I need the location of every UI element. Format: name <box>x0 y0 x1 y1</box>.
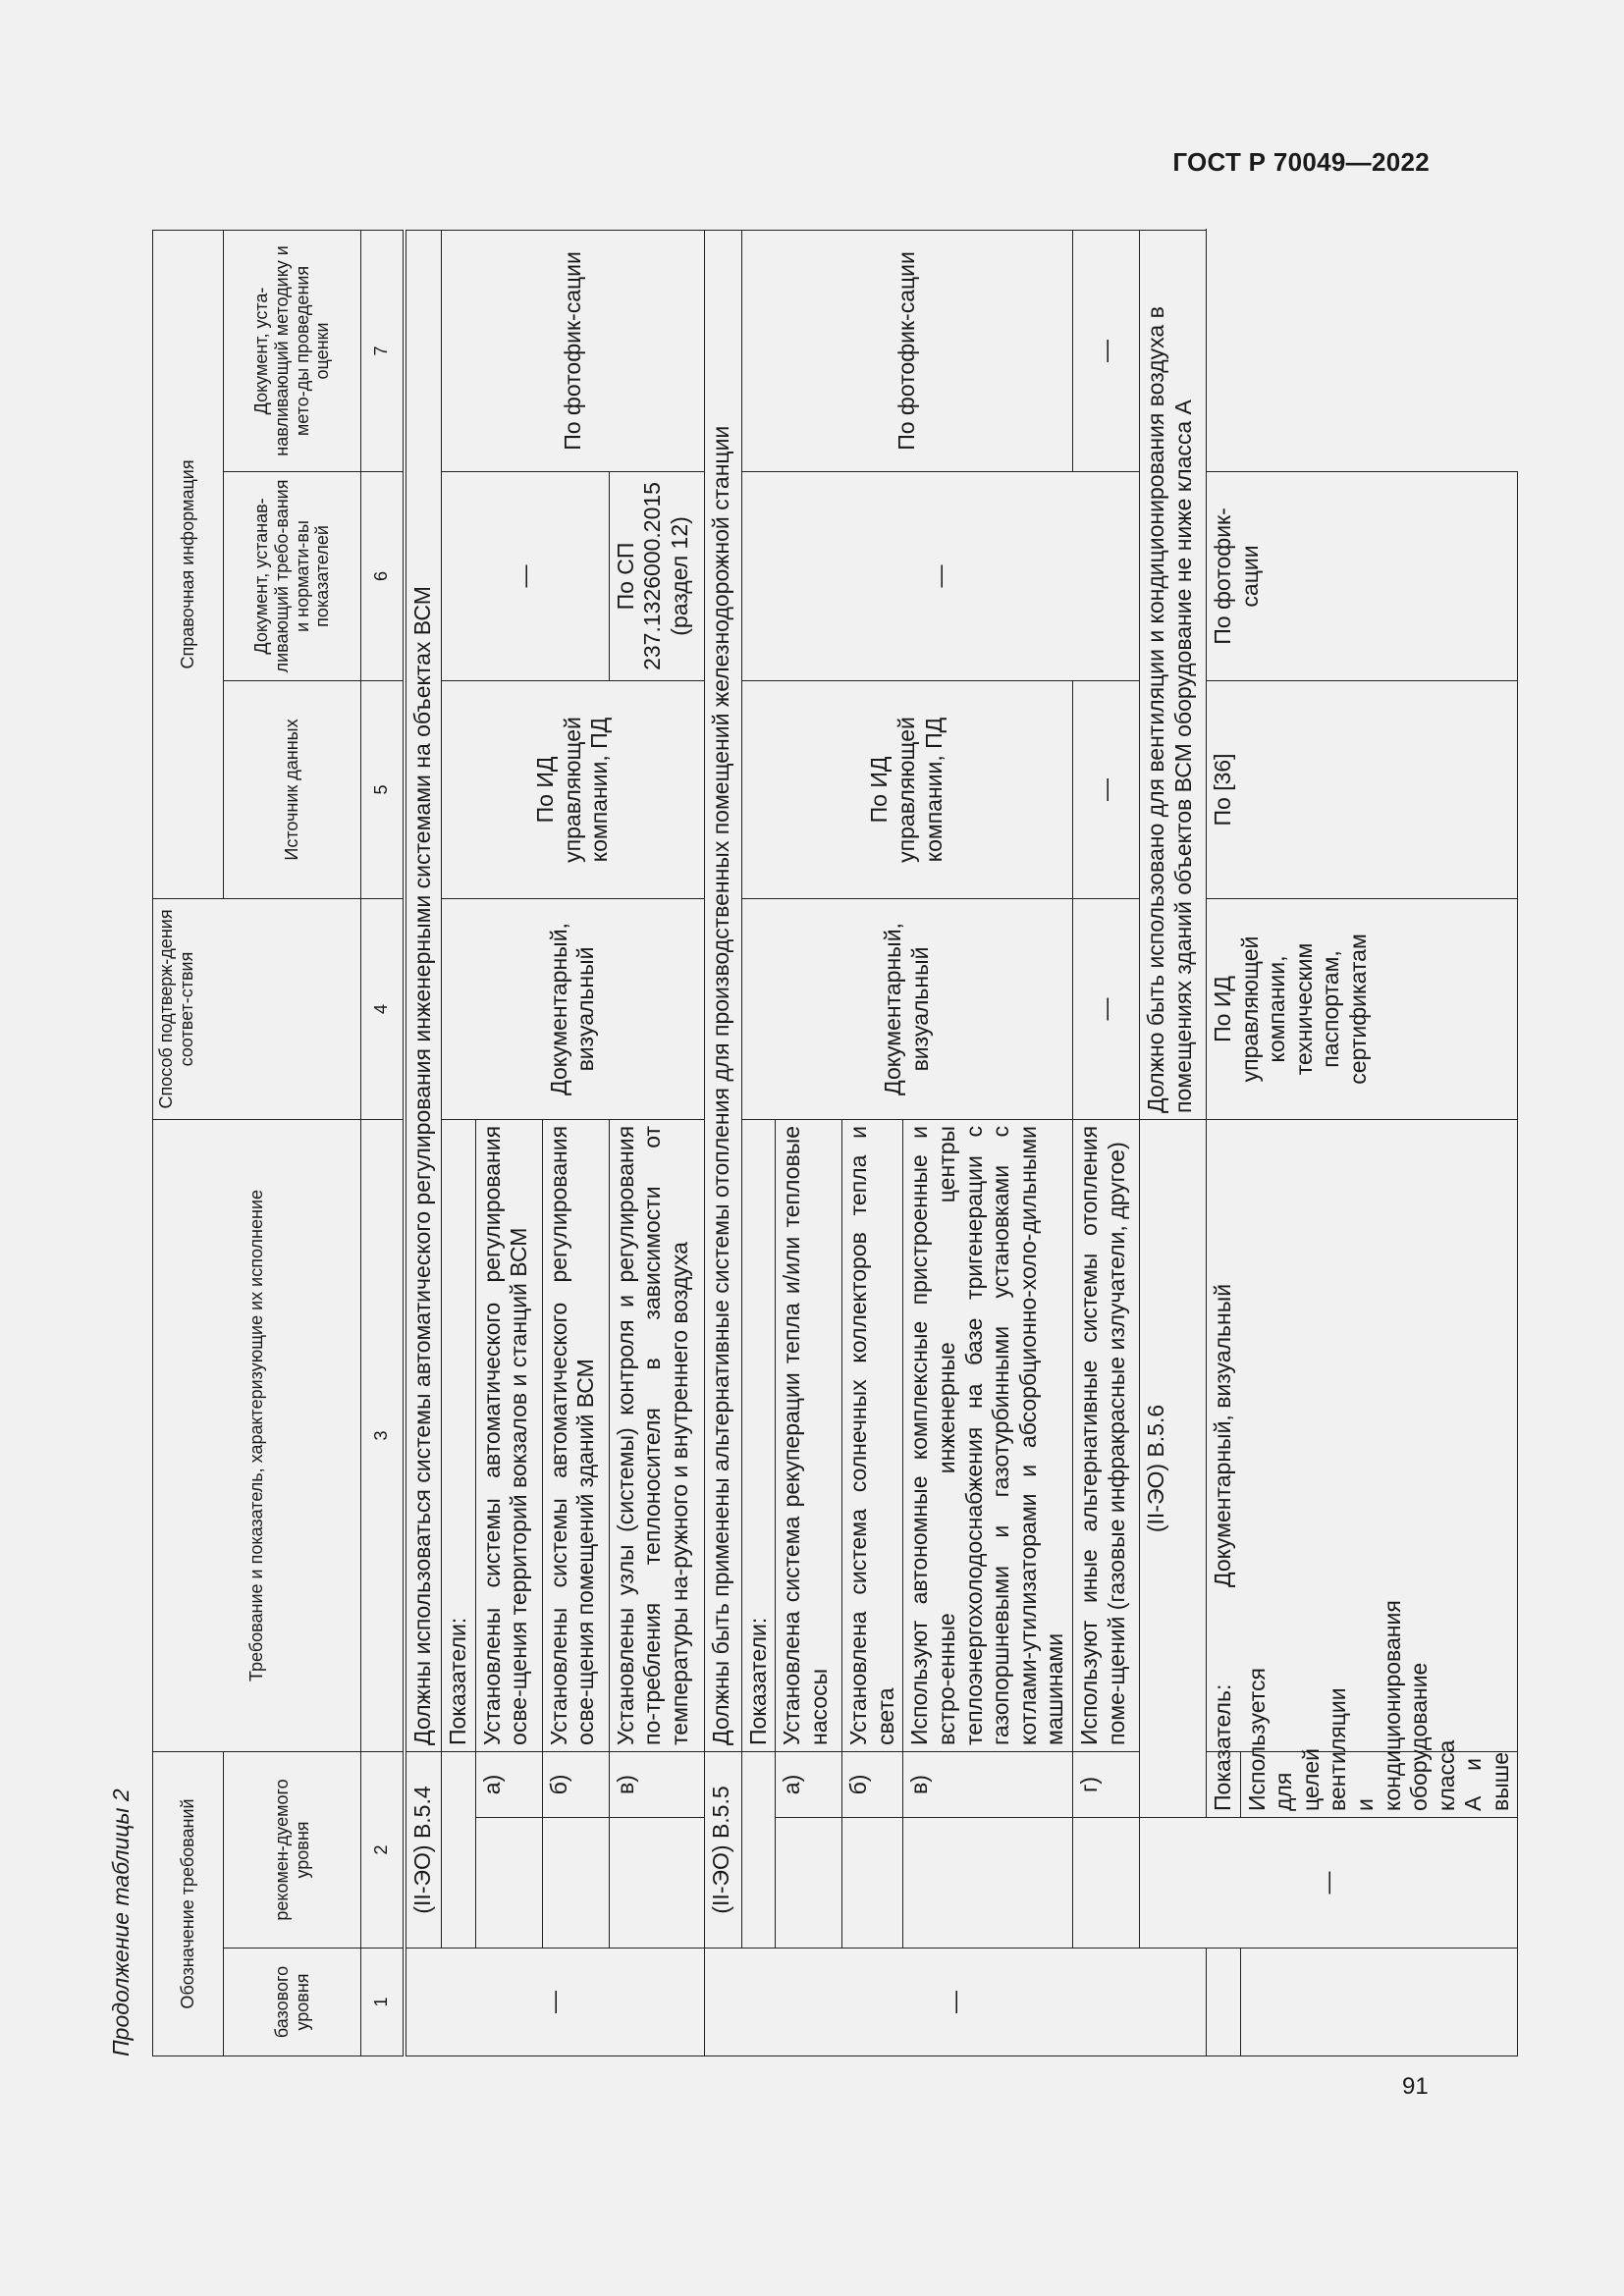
doc-requirements: По СП 237.1326000.2015 (раздел 12) <box>609 471 704 680</box>
indicators-label-row <box>1206 230 1240 2056</box>
data-source: По ИД управляющей компании, ПД <box>442 680 705 898</box>
header-recommended-level: рекомен-дуемого уровня <box>224 1751 361 1948</box>
section-title-row <box>405 230 442 2056</box>
indicator-row <box>609 230 704 2056</box>
indicator-letter: б) <box>842 1751 903 1817</box>
doc-requirements: — <box>442 471 610 680</box>
doc-requirements: — <box>741 471 1139 680</box>
col-number: 5 <box>361 680 405 898</box>
indicator-letter: в) <box>609 1751 704 1817</box>
indicator-letter: б) <box>542 1751 609 1817</box>
document-code: ГОСТ Р 70049—2022 <box>1172 147 1430 177</box>
header-source: Источник данных <box>224 680 361 898</box>
indicators-label: Показатели: <box>442 1119 476 1751</box>
doc-method: По фотофик-сации <box>1206 471 1518 680</box>
conformity-method: Документарный, визуальный <box>1206 1119 1518 1751</box>
indicator-text: Используется для целей вентиляции и кондиционирования оборудование класса А и выше <box>1240 1751 1518 1817</box>
indicator-text: Установлена система солнечных коллекторов тепла и света <box>842 1119 903 1751</box>
col-number: 6 <box>361 471 405 680</box>
col-number: 7 <box>361 230 405 471</box>
indicators-label-row <box>442 230 476 2056</box>
data-source: — <box>1072 680 1139 898</box>
base-level-cell: — <box>405 1949 705 2056</box>
indicator-text: Установлены узлы (системы) контроля и регулирования по-требления теплоносителя в зависимости от температуры на-ружного и внутреннего воздуха <box>609 1119 704 1751</box>
section-title: Должны быть применены альтернативные системы отопления для производственных помещений железнодорожной станции <box>704 230 741 1751</box>
header-doc-method: Документ, уста-навливающий методику и мето-ды проведения оценки <box>224 230 361 471</box>
requirements-table <box>152 230 1518 2056</box>
indicators-label: Показатель: <box>1206 1751 1240 1817</box>
doc-method: — <box>1072 230 1139 471</box>
section-title: Должно быть использовано для вентиляции и кондиционирования воздуха в помещениях зданий объектов ВСМ оборудование не ниже класса А <box>1139 230 1206 1119</box>
requirement-code: (II-ЭО) В.5.4 <box>405 1751 442 1948</box>
header-conformity: Способ подтверж-дения соответ-ствия <box>153 898 361 1119</box>
column-numbers-row <box>361 230 405 2056</box>
indicator-text: Установлена система рекуперации тепла и/или тепловые насосы <box>776 1119 842 1751</box>
indicator-text: Используют автономные комплексные пристроенные и встро-енные инженерные центры теплоэнергохолодоснабжения на базе тригенерации с газопоршневыми и газотурбинными установками с котлами-утилизаторами и абсорбционно-холо-дильными машинами <box>903 1119 1073 1751</box>
indicators-label-row <box>741 230 776 2056</box>
col-number: 4 <box>361 898 405 1119</box>
header-doc-requirements: Документ, устанав-ливающий требо-вания и нормати-вы показателей <box>224 471 361 680</box>
header-designation: Обозначение требований <box>153 1751 224 2056</box>
col-number: 2 <box>361 1751 405 1948</box>
indicator-text: Используют иные альтернативные системы отопления поме-щений (газовые инфракрасные излучатели, другое) <box>1072 1119 1139 1751</box>
header-row-1 <box>153 230 224 2056</box>
base-level-cell: — <box>1139 1818 1518 1949</box>
col-number: 1 <box>361 1949 405 2056</box>
data-source: По ИД управляющей компании, ПД <box>741 680 1072 898</box>
doc-method: По фотофик-сации <box>442 230 705 471</box>
indicators-label: Показатели: <box>741 1119 776 1751</box>
conformity-method: — <box>1072 898 1139 1119</box>
conformity-method: Документарный, визуальный <box>741 898 1072 1119</box>
data-source: По ИД управляющей компании, техническим паспортам, сертификатам <box>1206 898 1518 1119</box>
section-title-row <box>704 230 741 2056</box>
col-number: 3 <box>361 1119 405 1751</box>
header-reference: Справочная информация <box>153 230 224 898</box>
rotated-page-content <box>108 211 1513 2056</box>
section-title: Должны использоваться системы автоматического регулирования инженерными системами на объектах ВСМ <box>405 230 442 1751</box>
conformity-method: Документарный, визуальный <box>442 898 705 1119</box>
page-number: 91 <box>1402 2073 1429 2100</box>
base-level-cell: — <box>704 1949 1206 2056</box>
header-requirement: Требование и показатель, характеризующие их исполнение <box>153 1119 361 1751</box>
header-base-level: базового уровня <box>224 1949 361 2056</box>
requirement-code: (II-ЭО) В.5.6 <box>1139 1119 1206 1817</box>
indicator-text: Установлены системы автоматического регулирования осве-щения помещений зданий ВСМ <box>542 1119 609 1751</box>
requirement-code: (II-ЭО) В.5.5 <box>704 1751 741 1948</box>
indicator-letter: а) <box>776 1751 842 1817</box>
doc-method: По фотофик-сации <box>741 230 1072 471</box>
table-caption: Продолжение таблицы 2 <box>108 1789 134 2056</box>
doc-requirements: По [36] <box>1206 680 1518 898</box>
indicator-letter: а) <box>475 1751 542 1817</box>
indicator-text: Установлены системы автоматического регулирования осве-щения территорий вокзалов и станций ВСМ <box>475 1119 542 1751</box>
indicator-letter: в) <box>903 1751 1073 1817</box>
section-title-row <box>1139 230 1206 2056</box>
indicator-letter: г) <box>1072 1751 1139 1817</box>
